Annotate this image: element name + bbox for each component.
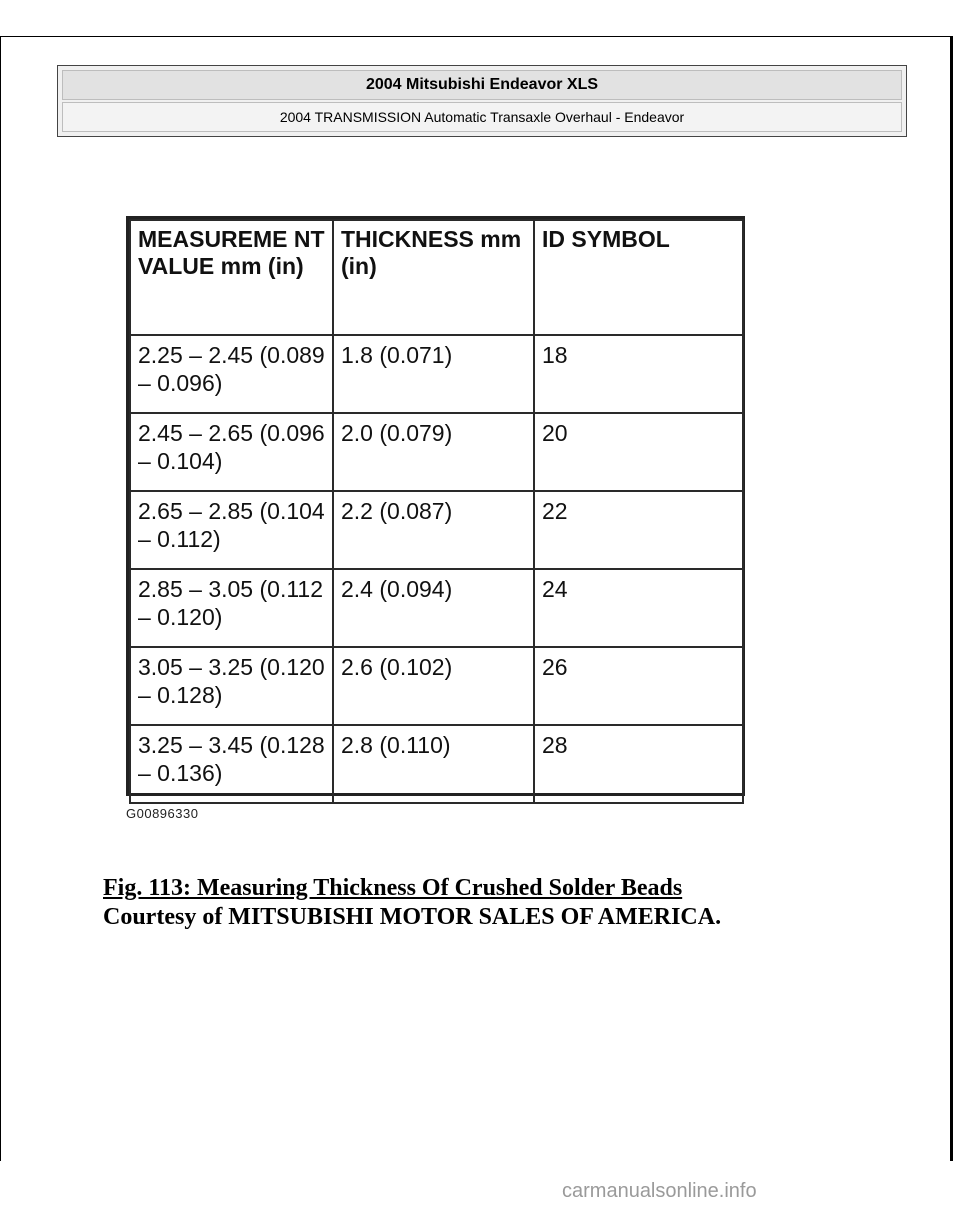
column-header-measurement: MEASUREME NT VALUE mm (in) (130, 220, 333, 335)
thickness-cell: 2.2 (0.087) (333, 491, 534, 569)
courtesy-line: Courtesy of MITSUBISHI MOTOR SALES OF AMERICA. (103, 904, 722, 930)
figure-id-label: G00896330 (126, 806, 199, 821)
id-symbol-cell: 20 (534, 413, 743, 491)
id-symbol-cell: 18 (534, 335, 743, 413)
measurement-cell: 2.45 – 2.65 (0.096 – 0.104) (130, 413, 333, 491)
section-subtitle: 2004 TRANSMISSION Automatic Transaxle Overhaul - Endeavor (62, 102, 902, 132)
measurement-cell: 3.05 – 3.25 (0.120 – 0.128) (130, 647, 333, 725)
id-symbol-cell: 28 (534, 725, 743, 803)
table-row (130, 335, 743, 413)
table-header-row (130, 220, 743, 335)
measurement-cell: 3.25 – 3.45 (0.128 – 0.136) (130, 725, 333, 803)
table-row (130, 647, 743, 725)
thickness-cell: 2.8 (0.110) (333, 725, 534, 803)
thickness-cell: 2.6 (0.102) (333, 647, 534, 725)
measurement-cell: 2.85 – 3.05 (0.112 – 0.120) (130, 569, 333, 647)
document-header (57, 65, 907, 137)
measurement-cell: 2.25 – 2.45 (0.089 – 0.096) (130, 335, 333, 413)
page-frame-left (0, 36, 1, 1161)
thickness-cell: 1.8 (0.071) (333, 335, 534, 413)
table-row (130, 413, 743, 491)
column-header-id-symbol: ID SYMBOL (534, 220, 743, 335)
vehicle-title: 2004 Mitsubishi Endeavor XLS (62, 70, 902, 100)
column-header-thickness: THICKNESS mm (in) (333, 220, 534, 335)
site-watermark: carmanualsonline.info (562, 1180, 757, 1202)
table-row (130, 491, 743, 569)
id-symbol-cell: 22 (534, 491, 743, 569)
thickness-spec-table (129, 219, 744, 804)
id-symbol-cell: 24 (534, 569, 743, 647)
thickness-cell: 2.4 (0.094) (333, 569, 534, 647)
spec-table-figure (126, 216, 745, 796)
table-row (130, 569, 743, 647)
page-frame-right (950, 36, 953, 1161)
page-frame-top (0, 36, 953, 37)
figure-caption: Fig. 113: Measuring Thickness Of Crushed Solder Beads (103, 875, 683, 901)
id-symbol-cell: 26 (534, 647, 743, 725)
table-row (130, 725, 743, 803)
measurement-cell: 2.65 – 2.85 (0.104 – 0.112) (130, 491, 333, 569)
thickness-cell: 2.0 (0.079) (333, 413, 534, 491)
